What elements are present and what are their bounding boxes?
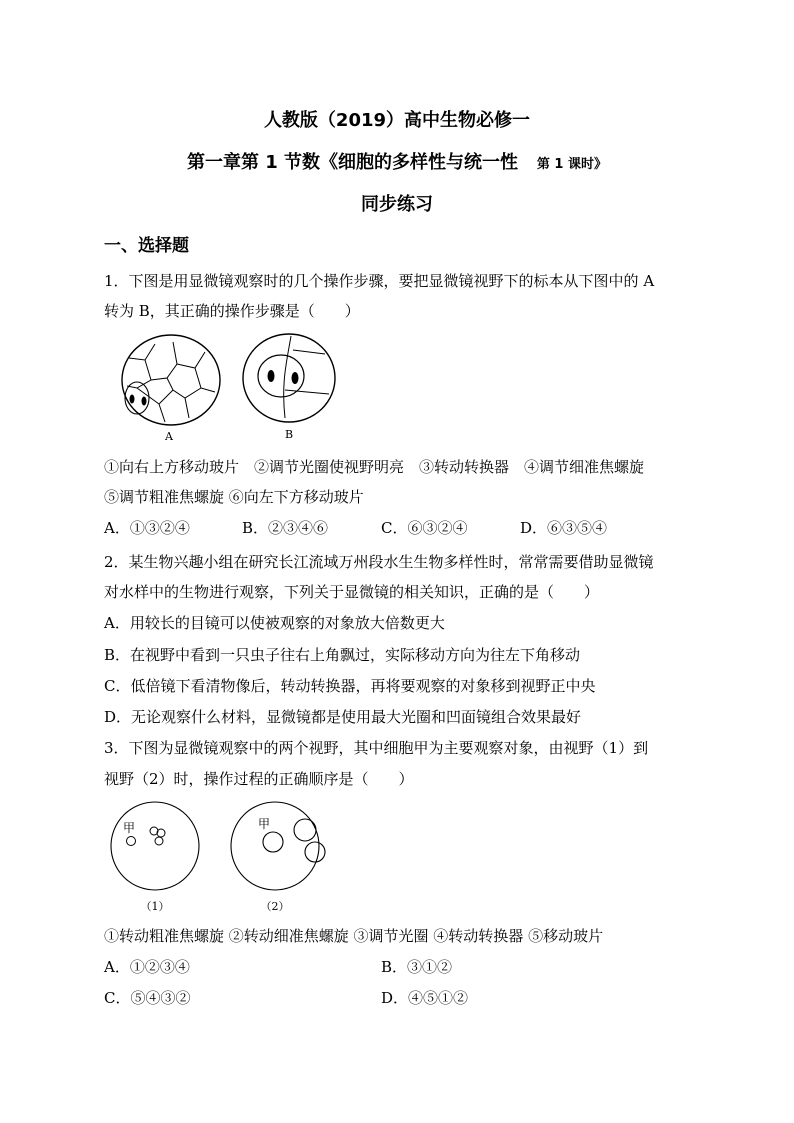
q2-option-a[interactable]: A．用较长的目镜可以使被观察的对象放大倍数更大 xyxy=(104,614,445,632)
chapter-title xyxy=(0,148,794,174)
doc-title: 人教版（2019）高中生物必修一 xyxy=(263,110,531,131)
q3-steps: ①转动粗准焦螺旋 ②转动细准焦螺旋 ③调节光圈 ④转动转换器 ⑤移动玻片 xyxy=(104,927,604,945)
chapter-title-main: 第一章第 1 节数《细胞的多样性与统一性 xyxy=(187,152,519,173)
q1-stem-line1: 1．下图是用显微镜观察时的几个操作步骤，要把显微镜视野下的标本从下图中的 A xyxy=(104,272,655,290)
q3-option-c[interactable]: C．⑤④③② xyxy=(104,989,191,1007)
q3-cell-label-1: 甲 xyxy=(123,821,136,835)
q1-option-b[interactable]: B．②③④⑥ xyxy=(242,519,329,537)
q2-option-d[interactable]: D．无论观察什么材料，显微镜都是使用最大光圈和凹面镜组合效果最好 xyxy=(104,708,582,726)
q3-field-2 xyxy=(231,802,325,890)
q3-fig-label-1: （1） xyxy=(140,900,170,913)
q1-option-c[interactable]: C．⑥③②④ xyxy=(381,519,468,537)
q2-option-b[interactable]: B．在视野中看到一只虫子往右上角飘过，实际移动方向为往左下角移动 xyxy=(104,646,581,664)
doc-subtitle: 同步练习 xyxy=(361,194,433,215)
chapter-title-lesson: 第 1 课时》 xyxy=(536,157,607,172)
q1-stem-line2: 转为 B，其正确的操作步骤是（ ） xyxy=(104,302,360,320)
q1-steps-line1: ①向右上方移动玻片 ②调节光圈使视野明亮 ③转动转换器 ④调节细准焦螺旋 xyxy=(104,458,645,476)
q3-fig-label-2: （2） xyxy=(260,900,290,913)
q3-cell-label-2: 甲 xyxy=(258,817,271,831)
q1-fig-label-b: B xyxy=(284,428,294,441)
q3-stem-line1: 3．下图为显微镜观察中的两个视野，其中细胞甲为主要观察对象，由视野（1）到 xyxy=(104,739,649,757)
q1-option-d[interactable]: D．⑥③⑤④ xyxy=(520,519,608,537)
q2-stem-line2: 对水样中的生物进行观察，下列关于显微镜的相关知识，正确的是（ ） xyxy=(104,583,600,601)
q1-option-a[interactable]: A．①③②④ xyxy=(104,519,190,537)
q3-figure xyxy=(103,800,333,918)
q1-figure xyxy=(115,330,355,445)
q3-option-d[interactable]: D．④⑤①② xyxy=(381,989,469,1007)
section-heading: 一、选择题 xyxy=(104,236,189,256)
q3-option-a[interactable]: A．①②③④ xyxy=(104,958,190,976)
q3-field-1 xyxy=(111,802,199,890)
q1-field-b xyxy=(243,334,335,422)
q1-steps-line2: ⑤调节粗准焦螺旋 ⑥向左下方移动玻片 xyxy=(104,488,364,506)
q2-option-c[interactable]: C．低倍镜下看清物像后，转动转换器，再将要观察的对象移到视野正中央 xyxy=(104,677,596,695)
q3-stem-line2: 视野（2）时，操作过程的正确顺序是（ ） xyxy=(104,770,414,788)
q2-stem-line1: 2．某生物兴趣小组在研究长江流域万州段水生生物多样性时，常常需要借助显微镜 xyxy=(104,553,654,571)
q1-field-a xyxy=(122,335,220,425)
q3-option-b[interactable]: B．③①② xyxy=(381,958,453,976)
q1-fig-label-a: A xyxy=(165,430,173,443)
